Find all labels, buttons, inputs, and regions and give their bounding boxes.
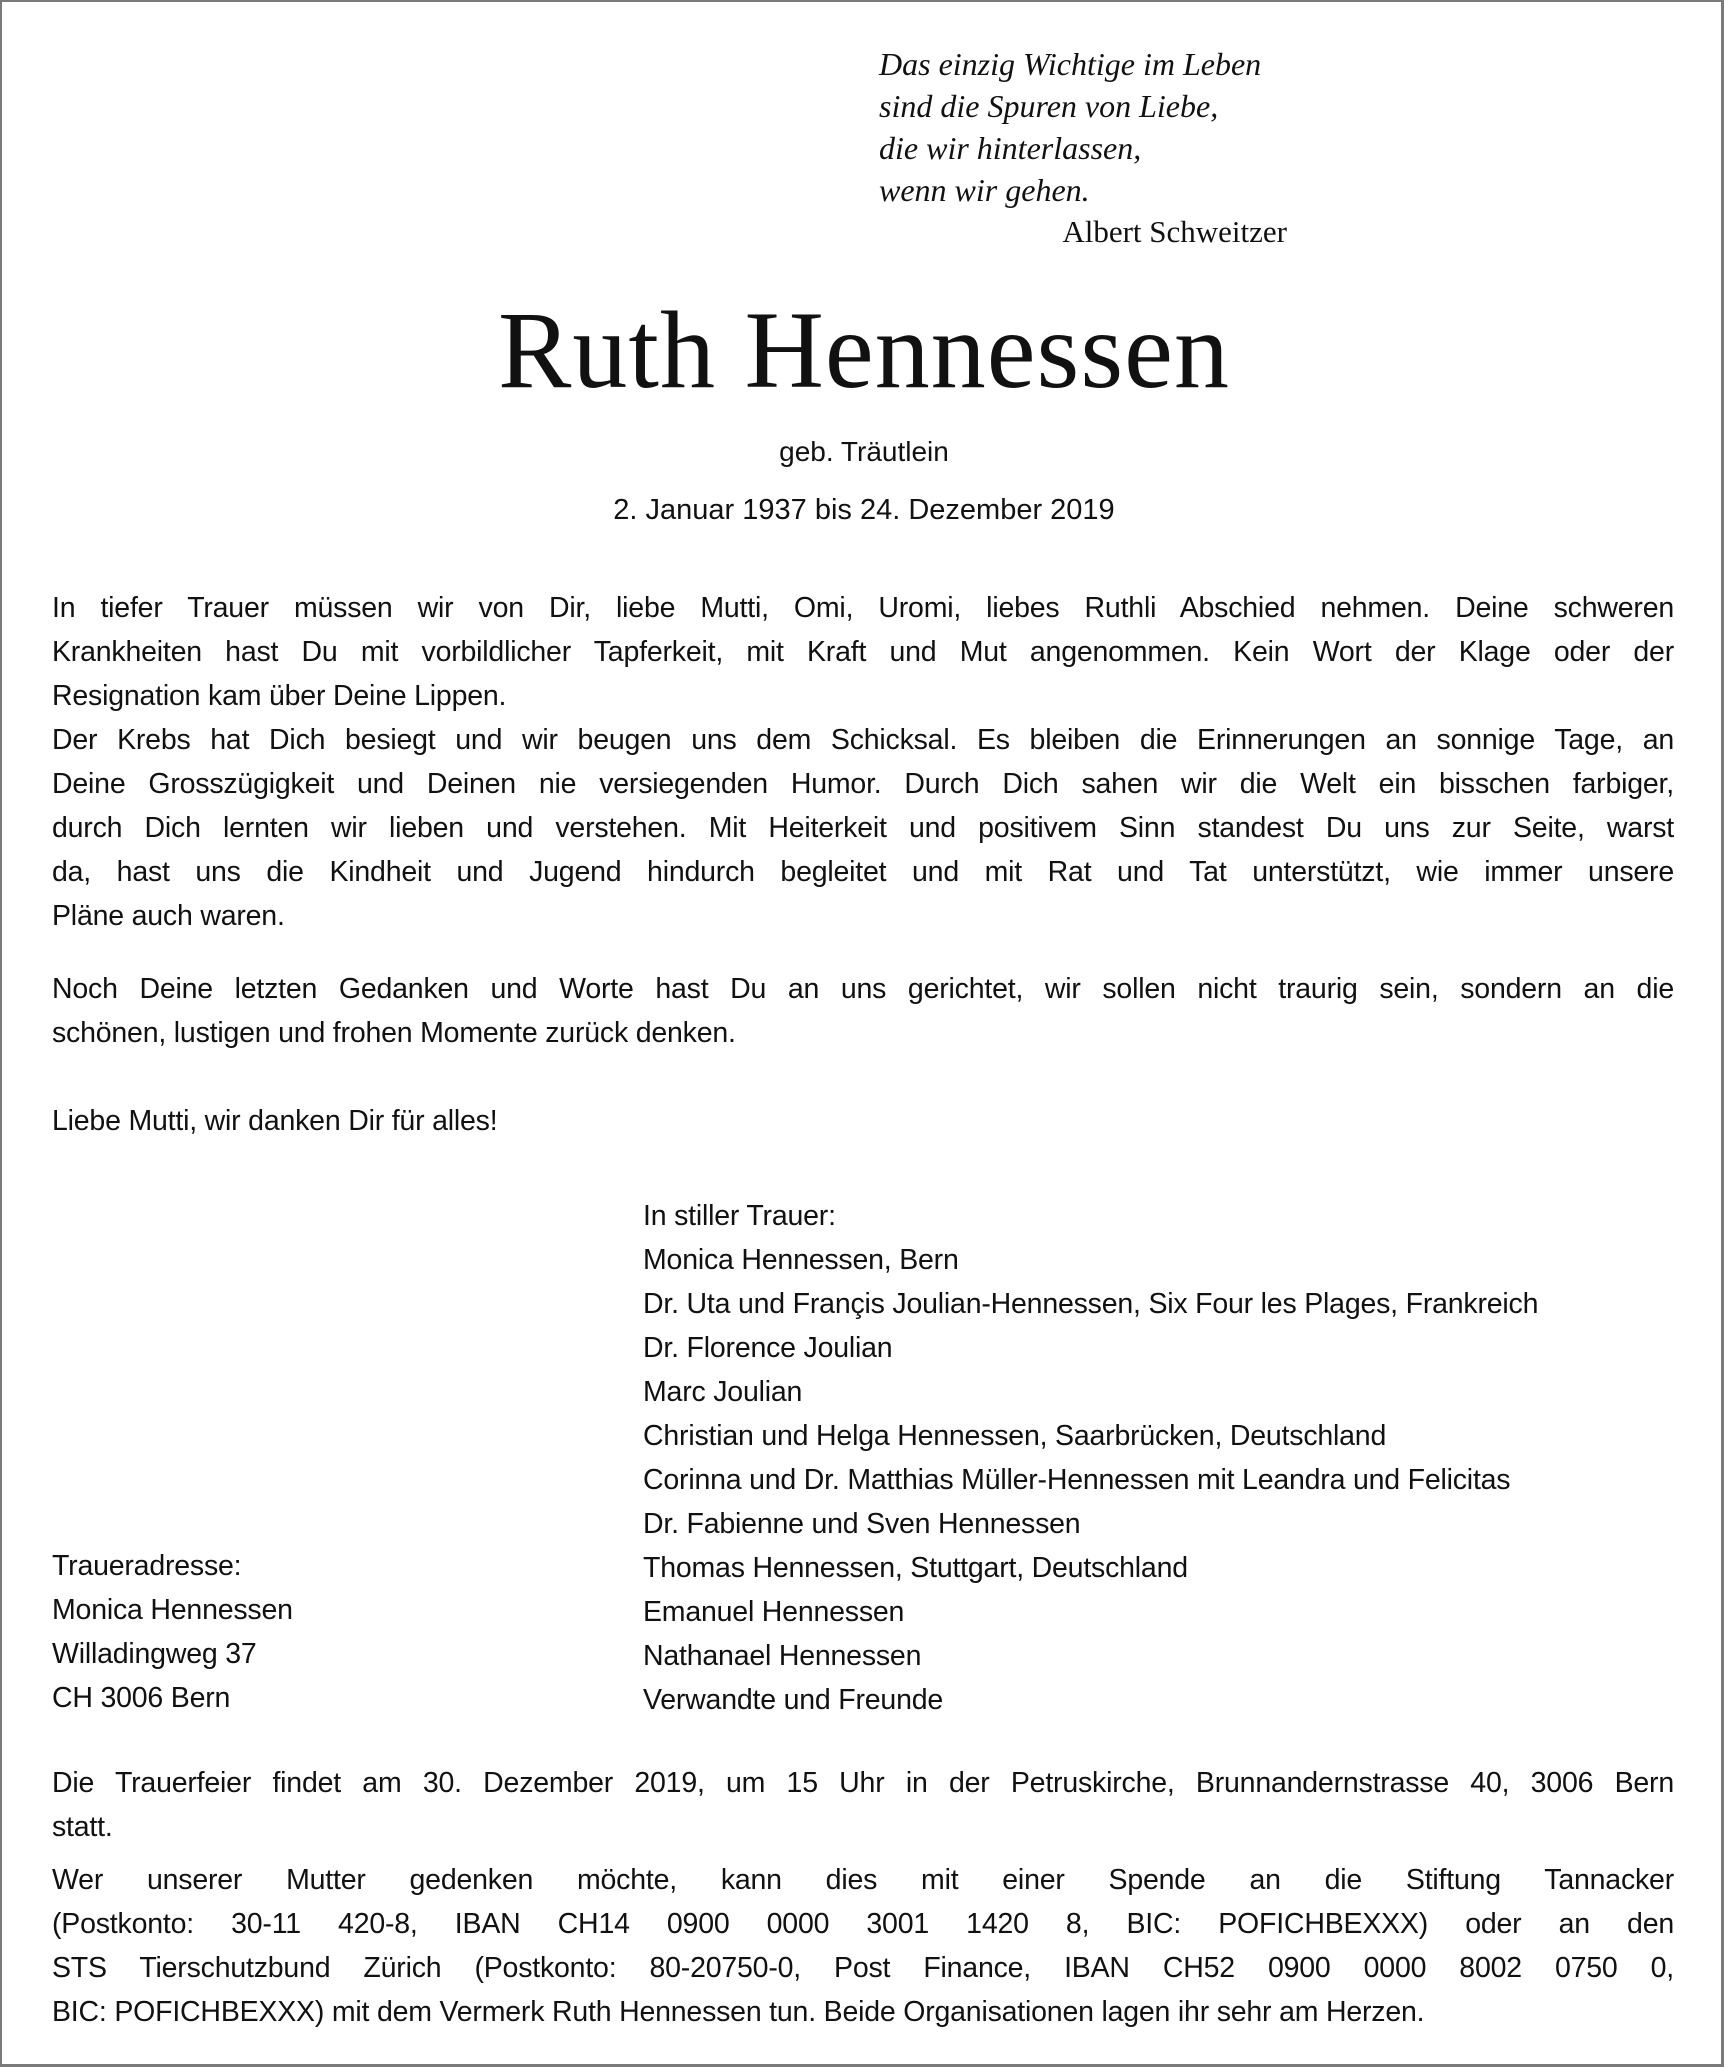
address-city: CH 3006 Bern (52, 1682, 231, 1714)
donation-line: (Postkonto: 30-11 420-8, IBAN CH14 0900 0000 3001 1420 8, BIC: POFICHBEXXX) oder an den (52, 1908, 1674, 1940)
donation-info (52, 1858, 1674, 2034)
mourning-address (52, 1544, 552, 1720)
donation-line: Wer unserer Mutter gedenken möchte, kann dies mit einer Spende an die Stiftung Tannacker (52, 1864, 1674, 1896)
quote-line: sind die Spuren von Liebe, (879, 88, 1219, 124)
closing-line (52, 1099, 1674, 1143)
message-line: In tiefer Trauer müssen wir von Dir, liebe Mutti, Omi, Uromi, liebes Ruthli Abschied nehmen. Deine schweren (52, 592, 1674, 624)
mourners-list (643, 1194, 1703, 1722)
closing-text: Liebe Mutti, wir danken Dir für alles! (52, 1105, 498, 1137)
message-line: Resignation kam über Deine Lippen. (52, 680, 507, 712)
mourner-item: Dr. Florence Joulian (643, 1332, 893, 1364)
life-dates: 2. Januar 1937 bis 24. Dezember 2019 (613, 494, 1115, 526)
message-line: Pläne auch waren. (52, 900, 285, 932)
donation-line: BIC: POFICHBEXXX) mit dem Vermerk Ruth Hennessen tun. Beide Organisationen lagen ihr sehr am Herzen. (52, 1996, 1425, 2028)
message-line: durch Dich lernten wir lieben und verstehen. Mit Heiterkeit und positivem Sinn standest Du uns zur Seite, warst (52, 812, 1674, 844)
deceased-name: Ruth Hennessen (498, 289, 1230, 411)
ceremony-line: Die Trauerfeier findet am 30. Dezember 2019, um 15 Uhr in der Petruskirche, Brunnandernstrasse 40, 3006 Bern (52, 1767, 1674, 1799)
quote-line: die wir hinterlassen, (879, 130, 1142, 166)
mourner-item: Verwandte und Freunde (643, 1684, 944, 1716)
mourner-item: Marc Joulian (643, 1376, 803, 1408)
message-line: Der Krebs hat Dich besiegt und wir beugen uns dem Schicksal. Es bleiben die Erinnerungen an sonnige Tage, an (52, 724, 1674, 756)
mourner-item: Dr. Fabienne und Sven Hennessen (643, 1508, 1081, 1540)
message-line: Deine Grosszügigkeit und Deinen nie versiegenden Humor. Durch Dich sahen wir die Welt ein bisschen farbiger, (52, 768, 1674, 800)
quote-line: wenn wir gehen. (879, 172, 1090, 208)
quote-line: Das einzig Wichtige im Leben (879, 46, 1262, 82)
message-line: Krankheiten hast Du mit vorbildlicher Tapferkeit, mit Kraft und Mut angenommen. Kein Wort der Klage oder der (52, 636, 1674, 668)
message-line: da, hast uns die Kindheit und Jugend hindurch begleitet und mit Rat und Tat unterstützt, wie immer unsere (52, 856, 1674, 888)
address-name: Monica Hennessen (52, 1594, 293, 1626)
mourner-item: Monica Hennessen, Bern (643, 1244, 959, 1276)
mourner-item: Thomas Hennessen, Stuttgart, Deutschland (643, 1552, 1188, 1584)
address-street: Willadingweg 37 (52, 1638, 257, 1670)
mourner-item: Nathanael Hennessen (643, 1640, 922, 1672)
message-line: Noch Deine letzten Gedanken und Worte hast Du an uns gerichtet, wir sollen nicht traurig sein, sondern an die (52, 973, 1674, 1005)
mourners-heading: In stiller Trauer: (643, 1200, 836, 1232)
mourner-item: Dr. Uta und Françis Joulian-Hennessen, Six Four les Plages, Frankreich (643, 1288, 1539, 1320)
donation-line: STS Tierschutzbund Zürich (Postkonto: 80-20750-0, Post Finance, IBAN CH52 0900 0000 8002 0750 0, (52, 1952, 1674, 1984)
ceremony-line: statt. (52, 1811, 113, 1843)
epigraph-quote (879, 43, 1299, 253)
maiden-name: geb. Träutlein (779, 436, 949, 467)
quote-author: Albert Schweitzer (1062, 214, 1287, 249)
mourner-item: Emanuel Hennessen (643, 1596, 905, 1628)
funeral-ceremony-info (52, 1761, 1674, 1849)
mourner-item: Christian und Helga Hennessen, Saarbrücken, Deutschland (643, 1420, 1387, 1452)
message-paragraph-1-2 (52, 586, 1674, 938)
message-line: schönen, lustigen und frohen Momente zurück denken. (52, 1017, 736, 1049)
address-label: Traueradresse: (52, 1550, 242, 1582)
mourner-item: Corinna und Dr. Matthias Müller-Hennessen mit Leandra und Felicitas (643, 1464, 1511, 1496)
message-paragraph-3 (52, 967, 1674, 1055)
